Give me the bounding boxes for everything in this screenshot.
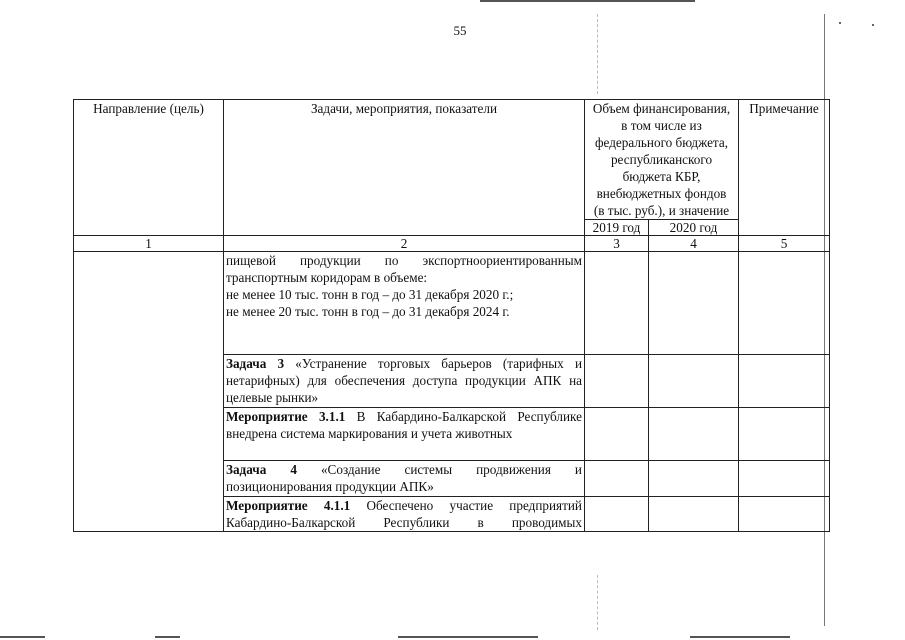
column-number-row bbox=[74, 236, 830, 252]
column-number: 5 bbox=[739, 236, 830, 252]
task-text: «Устранение торговых барьеров (тарифных и нетарифных) для обеспечения доступа продукции АПК на целевые рынки» bbox=[226, 356, 582, 405]
task-cell bbox=[224, 408, 585, 461]
column-number: 3 bbox=[585, 236, 649, 252]
measure-text: Обеспечено участие предприятий Кабардино-Балкарской Республики в проводимых bbox=[226, 498, 582, 530]
scan-artifact-bottom bbox=[155, 636, 180, 638]
note-cell bbox=[739, 355, 830, 408]
scan-artifact-dot bbox=[872, 24, 874, 26]
value-2020-cell bbox=[649, 408, 739, 461]
page-number: 55 bbox=[453, 23, 467, 38]
scan-artifact-bottom bbox=[0, 636, 45, 638]
task-cell bbox=[224, 252, 585, 355]
value-2020-cell bbox=[649, 252, 739, 355]
column-number: 1 bbox=[74, 236, 224, 252]
financing-table bbox=[73, 99, 830, 532]
direction-cell bbox=[74, 252, 224, 532]
value-2019-cell bbox=[585, 408, 649, 461]
measure-text: В Кабардино-Балкарской Республике внедрена система маркирования и учета животных bbox=[226, 409, 582, 441]
column-number: 4 bbox=[649, 236, 739, 252]
value-2019-cell bbox=[585, 497, 649, 532]
column-number: 2 bbox=[224, 236, 585, 252]
header-year-2020: 2020 год bbox=[649, 220, 739, 236]
note-cell bbox=[739, 497, 830, 532]
measure-title: Мероприятие 4.1.1 bbox=[226, 498, 351, 513]
measure-title: Мероприятие 3.1.1 bbox=[226, 409, 346, 424]
header-note: Примечание bbox=[739, 100, 830, 236]
header-year-2019: 2019 год bbox=[585, 220, 649, 236]
task-line: не менее 10 тыс. тонн в год – до 31 декабря 2020 г.; bbox=[226, 287, 514, 302]
header-direction: Направление (цель) bbox=[74, 100, 224, 236]
value-2019-cell bbox=[585, 355, 649, 408]
scan-artifact-bottom bbox=[398, 636, 538, 638]
task-cell bbox=[224, 355, 585, 408]
scan-artifact-bottom bbox=[690, 636, 790, 638]
value-2019-cell bbox=[585, 252, 649, 355]
note-cell bbox=[739, 252, 830, 355]
task-text: «Создание системы продвижения и позиционирования продукции АПК» bbox=[226, 462, 582, 494]
scan-artifact-dot bbox=[839, 22, 841, 24]
task-cell bbox=[224, 461, 585, 497]
header-tasks: Задачи, мероприятия, показатели bbox=[224, 100, 585, 236]
task-cell bbox=[224, 497, 585, 532]
header-financing: Объем финансирования, в том числе из федерального бюджета, республиканского бюджета КБР, внебюджетных фондов (в тыс. руб.), и значение bbox=[585, 100, 739, 220]
task-line: пищевой продукции по экспортноориентированным транспортным коридорам в объеме: bbox=[226, 253, 582, 285]
task-title: Задача 3 bbox=[226, 356, 285, 371]
table-row bbox=[74, 252, 830, 355]
fold-line bbox=[597, 575, 598, 630]
fold-line bbox=[597, 14, 598, 94]
note-cell bbox=[739, 461, 830, 497]
note-cell bbox=[739, 408, 830, 461]
scan-artifact-top bbox=[480, 0, 695, 2]
task-line: не менее 20 тыс. тонн в год – до 31 декабря 2024 г. bbox=[226, 304, 510, 319]
value-2020-cell bbox=[649, 461, 739, 497]
value-2019-cell bbox=[585, 461, 649, 497]
table-header-row bbox=[74, 100, 830, 220]
task-title: Задача 4 bbox=[226, 462, 297, 477]
value-2020-cell bbox=[649, 497, 739, 532]
value-2020-cell bbox=[649, 355, 739, 408]
